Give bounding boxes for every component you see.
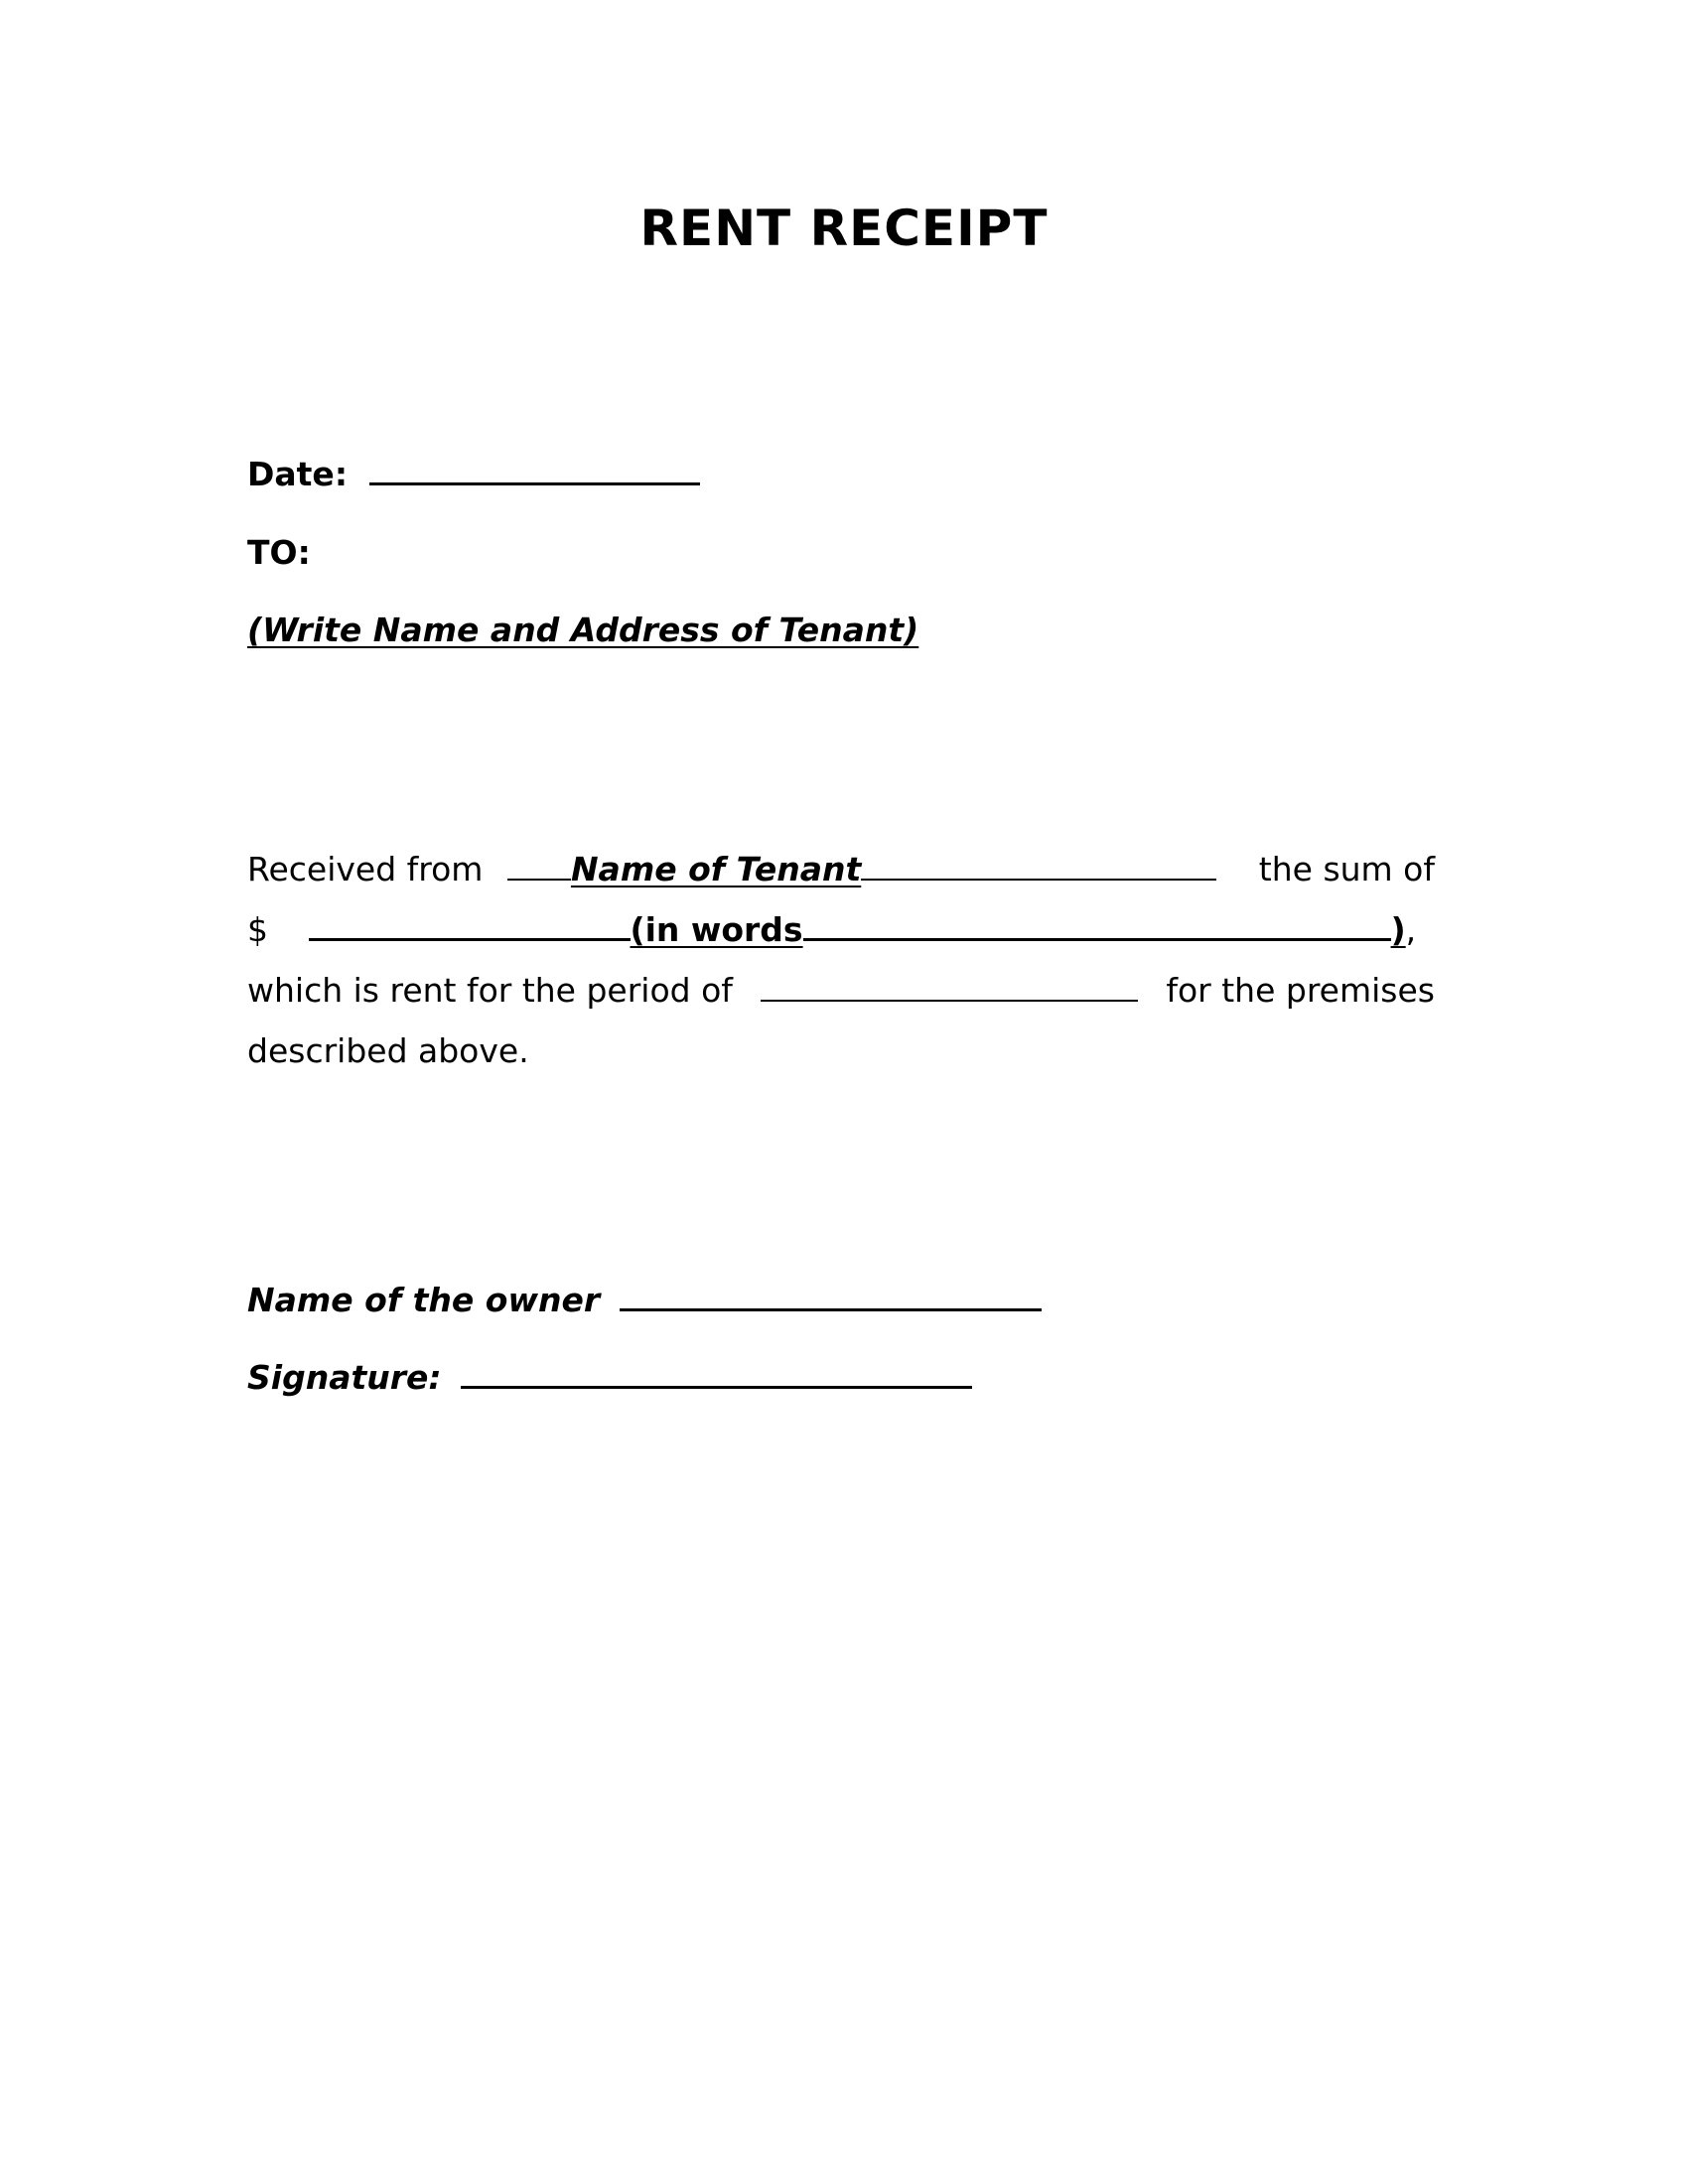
received-from-text: Received from xyxy=(247,850,484,888)
for-the-premises-text: for the premises xyxy=(1166,971,1435,1010)
dollar-sign: $ xyxy=(247,910,268,949)
date-label: Date: xyxy=(247,455,349,493)
signature-label: Signature: xyxy=(247,1358,442,1397)
period-blank[interactable] xyxy=(761,962,1138,1002)
body-line-3 xyxy=(247,960,1435,1021)
to-label: TO: xyxy=(247,533,311,572)
tenant-name-blank-trail[interactable] xyxy=(861,841,1216,881)
owner-line xyxy=(247,1279,1042,1322)
comma: , xyxy=(1405,910,1417,949)
owner-label: Name of the owner xyxy=(247,1281,601,1319)
date-blank[interactable] xyxy=(369,453,700,485)
in-words-hint: (in words xyxy=(630,910,803,949)
page-title: RENT RECEIPT xyxy=(639,200,1049,257)
date-line xyxy=(247,453,700,496)
signature-line xyxy=(247,1356,972,1400)
amount-gap-blank[interactable] xyxy=(565,900,631,941)
owner-name-blank[interactable] xyxy=(620,1279,1042,1311)
described-above-text: described above. xyxy=(247,1031,529,1070)
body-line-2 xyxy=(247,899,1435,960)
amount-in-words-blank[interactable] xyxy=(803,900,1391,941)
the-sum-of-text: the sum of xyxy=(1258,850,1435,888)
tenant-name-blank-lead[interactable] xyxy=(507,841,571,881)
tenant-address-hint: (Write Name and Address of Tenant) xyxy=(247,611,919,649)
tenant-name-hint: Name of Tenant xyxy=(570,850,862,888)
receipt-body xyxy=(247,839,1435,1081)
which-is-rent-text: which is rent for the period of xyxy=(247,971,733,1010)
amount-blank[interactable] xyxy=(309,900,565,941)
body-line-1 xyxy=(247,839,1435,899)
body-line-4 xyxy=(247,1021,1435,1081)
signature-blank[interactable] xyxy=(461,1356,972,1389)
close-paren: ) xyxy=(1390,910,1406,949)
